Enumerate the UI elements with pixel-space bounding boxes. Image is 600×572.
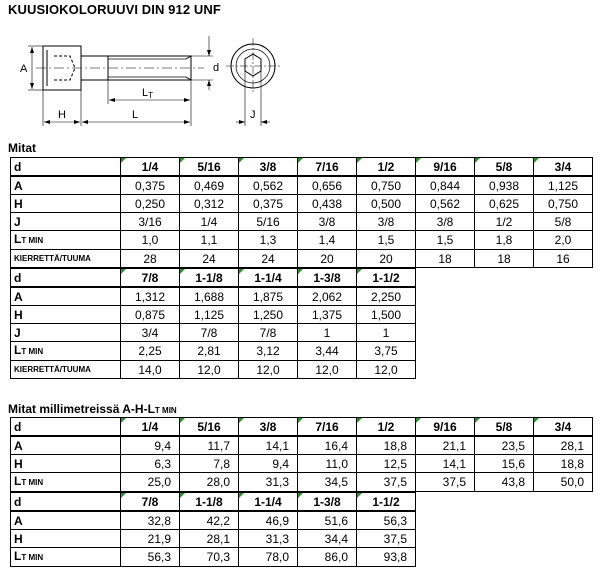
- table-row: [11, 231, 593, 250]
- table-row: [11, 324, 416, 342]
- row-label: A: [11, 176, 121, 195]
- table-cell: 51,6: [298, 511, 357, 530]
- dim-label-H: H: [58, 109, 66, 121]
- size-header: 5/8: [475, 158, 534, 177]
- table-cell: 1/4: [180, 213, 239, 231]
- header-label-d: d: [11, 158, 121, 177]
- table-cell: 3/4: [121, 324, 180, 342]
- table-cell: 11,7: [180, 436, 239, 455]
- size-header: 3/4: [534, 158, 593, 177]
- row-label: J: [11, 213, 121, 231]
- table-cell: 78,0: [239, 548, 298, 567]
- table-cell: 12,5: [357, 455, 416, 473]
- table-cell: 0,562: [416, 195, 475, 213]
- row-label: LT MIN: [11, 473, 121, 492]
- table-cell: 56,3: [121, 548, 180, 567]
- size-header: 9/16: [416, 158, 475, 177]
- dim-label-L: L: [132, 109, 139, 121]
- size-header: 1/4: [121, 418, 180, 437]
- dim-label-d: d: [213, 62, 220, 74]
- table-cell: 9,4: [121, 436, 180, 455]
- table-cell: 23,5: [475, 436, 534, 455]
- table-cell: 24: [180, 250, 239, 268]
- table-cell: 1,0: [121, 231, 180, 250]
- table-cell: 0,656: [298, 176, 357, 195]
- table-cell: 18: [475, 250, 534, 268]
- table-cell: 5/16: [239, 213, 298, 231]
- size-header: 1-3/8: [298, 269, 357, 288]
- size-header: 3/8: [239, 158, 298, 177]
- size-header: 7/8: [121, 493, 180, 512]
- row-label: H: [11, 455, 121, 473]
- header-label-d: d: [11, 493, 121, 512]
- table-cell: 32,8: [121, 511, 180, 530]
- size-header: 5/16: [180, 418, 239, 437]
- table-row: [11, 195, 593, 213]
- table-cell: 3/8: [416, 213, 475, 231]
- row-label: H: [11, 195, 121, 213]
- table-row: [11, 287, 416, 306]
- table-cell: 28,1: [534, 436, 593, 455]
- row-label: LT MIN: [11, 548, 121, 567]
- row-label: A: [11, 511, 121, 530]
- table-cell: 0,844: [416, 176, 475, 195]
- table-cell: 0,750: [357, 176, 416, 195]
- table-cell: 70,3: [180, 548, 239, 567]
- table-cell: 3/8: [357, 213, 416, 231]
- table-cell: 18,8: [534, 455, 593, 473]
- table-cell: 1,500: [357, 306, 416, 324]
- table-cell: 20: [357, 250, 416, 268]
- dimensions-table-inch-1: [10, 157, 593, 268]
- table-cell: 1,250: [239, 306, 298, 324]
- table-cell: 11,0: [298, 455, 357, 473]
- table-cell: 42,2: [180, 511, 239, 530]
- table-cell: 0,469: [180, 176, 239, 195]
- table-cell: 12,0: [180, 361, 239, 379]
- dim-label-A: A: [20, 63, 28, 75]
- table-cell: 37,5: [416, 473, 475, 492]
- table-cell: 31,3: [239, 530, 298, 548]
- table-row: [11, 511, 416, 530]
- table-cell: 43,8: [475, 473, 534, 492]
- table-cell: 14,1: [239, 436, 298, 455]
- table-cell: 21,1: [416, 436, 475, 455]
- size-header: 1/2: [357, 158, 416, 177]
- table-cell: 14,0: [121, 361, 180, 379]
- table-cell: 7,8: [180, 455, 239, 473]
- header-row: [11, 158, 593, 177]
- header-label-d: d: [11, 269, 121, 288]
- header-row: [11, 418, 593, 437]
- table-cell: 16,4: [298, 436, 357, 455]
- table-cell: 2,81: [180, 342, 239, 361]
- row-label: H: [11, 530, 121, 548]
- table-cell: 2,062: [298, 287, 357, 306]
- table-cell: 1,4: [298, 231, 357, 250]
- table-cell: 28: [121, 250, 180, 268]
- size-header: 3/8: [239, 418, 298, 437]
- table-cell: 18,8: [357, 436, 416, 455]
- table-cell: 0,500: [357, 195, 416, 213]
- table-cell: 21,9: [121, 530, 180, 548]
- size-header: 7/8: [121, 269, 180, 288]
- size-header: 9/16: [416, 418, 475, 437]
- table-cell: 0,312: [180, 195, 239, 213]
- table-cell: 2,0: [534, 231, 593, 250]
- table-cell: 0,938: [475, 176, 534, 195]
- table-cell: 28,0: [180, 473, 239, 492]
- table-cell: 3/16: [121, 213, 180, 231]
- size-header: 3/4: [534, 418, 593, 437]
- table-cell: 0,250: [121, 195, 180, 213]
- table-cell: 1,1: [180, 231, 239, 250]
- table-cell: 3,12: [239, 342, 298, 361]
- table-row: [11, 342, 416, 361]
- table-cell: 18: [416, 250, 475, 268]
- table-cell: 3,75: [357, 342, 416, 361]
- table-cell: 0,438: [298, 195, 357, 213]
- size-header: 7/16: [298, 418, 357, 437]
- table-cell: 7/8: [239, 324, 298, 342]
- table-cell: 25,0: [121, 473, 180, 492]
- dimensions-table-mm-2: [10, 492, 416, 567]
- size-header: 1-1/2: [357, 269, 416, 288]
- table-cell: 1,125: [180, 306, 239, 324]
- dimensions-table-inch-2: [10, 268, 416, 379]
- table-cell: 7/8: [180, 324, 239, 342]
- size-header: 1/2: [357, 418, 416, 437]
- table-cell: 56,3: [357, 511, 416, 530]
- table-cell: 6,3: [121, 455, 180, 473]
- table-cell: 1,5: [416, 231, 475, 250]
- table-cell: 0,562: [239, 176, 298, 195]
- row-label: KIERRETTÄ/TUUMA: [11, 361, 121, 379]
- table-cell: 0,750: [534, 195, 593, 213]
- table-row: [11, 530, 416, 548]
- dimensions-table-mm-1: [10, 417, 593, 492]
- size-header: 5/8: [475, 418, 534, 437]
- page-title: KUUSIOKOLORUUVI DIN 912 UNF: [8, 2, 221, 17]
- table-cell: 1,5: [357, 231, 416, 250]
- size-header: 1-1/4: [239, 269, 298, 288]
- table-cell: 12,0: [239, 361, 298, 379]
- table-row: [11, 548, 416, 567]
- table-row: [11, 361, 416, 379]
- table-cell: 1,125: [534, 176, 593, 195]
- row-label: LT MIN: [11, 231, 121, 250]
- table-cell: 3/8: [298, 213, 357, 231]
- table-cell: 34,5: [298, 473, 357, 492]
- row-label: J: [11, 324, 121, 342]
- header-row: [11, 493, 416, 512]
- table-cell: 0,875: [121, 306, 180, 324]
- table-cell: 1,688: [180, 287, 239, 306]
- size-header: 1/4: [121, 158, 180, 177]
- dim-label-J: J: [250, 109, 256, 121]
- table-cell: 1/2: [475, 213, 534, 231]
- size-header: 1-1/4: [239, 493, 298, 512]
- table-cell: 93,8: [357, 548, 416, 567]
- table-cell: 20: [298, 250, 357, 268]
- table-cell: 1,8: [475, 231, 534, 250]
- size-header: 1-1/8: [180, 493, 239, 512]
- header-row: [11, 269, 416, 288]
- table-cell: 1,875: [239, 287, 298, 306]
- table-cell: 5/8: [534, 213, 593, 231]
- screw-drawing: [8, 26, 298, 136]
- size-header: 5/16: [180, 158, 239, 177]
- table-cell: 86,0: [298, 548, 357, 567]
- row-label: LT MIN: [11, 342, 121, 361]
- table-cell: 0,375: [121, 176, 180, 195]
- row-label: A: [11, 287, 121, 306]
- table-row: [11, 473, 593, 492]
- table-cell: 2,25: [121, 342, 180, 361]
- table-cell: 1: [357, 324, 416, 342]
- table-cell: 12,0: [357, 361, 416, 379]
- size-header: 1-3/8: [298, 493, 357, 512]
- table-cell: 1: [298, 324, 357, 342]
- table-cell: 12,0: [298, 361, 357, 379]
- table-cell: 15,6: [475, 455, 534, 473]
- row-label: A: [11, 436, 121, 455]
- table-cell: 1,312: [121, 287, 180, 306]
- header-label-d: d: [11, 418, 121, 437]
- table-cell: 50,0: [534, 473, 593, 492]
- table-cell: 1,3: [239, 231, 298, 250]
- table-cell: 0,375: [239, 195, 298, 213]
- table-cell: 24: [239, 250, 298, 268]
- table-cell: 3,44: [298, 342, 357, 361]
- table-cell: 2,250: [357, 287, 416, 306]
- row-label: H: [11, 306, 121, 324]
- table-cell: 14,1: [416, 455, 475, 473]
- table-row: [11, 213, 593, 231]
- size-header: 7/16: [298, 158, 357, 177]
- table-row: [11, 306, 416, 324]
- section-title-mitat: Mitat: [8, 141, 36, 155]
- table-cell: 16: [534, 250, 593, 268]
- table-cell: 28,1: [180, 530, 239, 548]
- table-cell: 37,5: [357, 530, 416, 548]
- row-label: KIERRETTÄ/TUUMA: [11, 250, 121, 268]
- table-row: [11, 455, 593, 473]
- table-cell: 0,625: [475, 195, 534, 213]
- table-cell: 46,9: [239, 511, 298, 530]
- table-cell: 34,4: [298, 530, 357, 548]
- dim-label-LT: LT: [142, 87, 154, 100]
- table-row: [11, 176, 593, 195]
- table-cell: 31,3: [239, 473, 298, 492]
- section-title-mm: Mitat millimetreissä A-H-LT MIN: [8, 402, 177, 416]
- table-cell: 9,4: [239, 455, 298, 473]
- table-row: [11, 250, 593, 268]
- size-header: 1-1/8: [180, 269, 239, 288]
- size-header: 1-1/2: [357, 493, 416, 512]
- table-cell: 37,5: [357, 473, 416, 492]
- table-row: [11, 436, 593, 455]
- table-cell: 1,375: [298, 306, 357, 324]
